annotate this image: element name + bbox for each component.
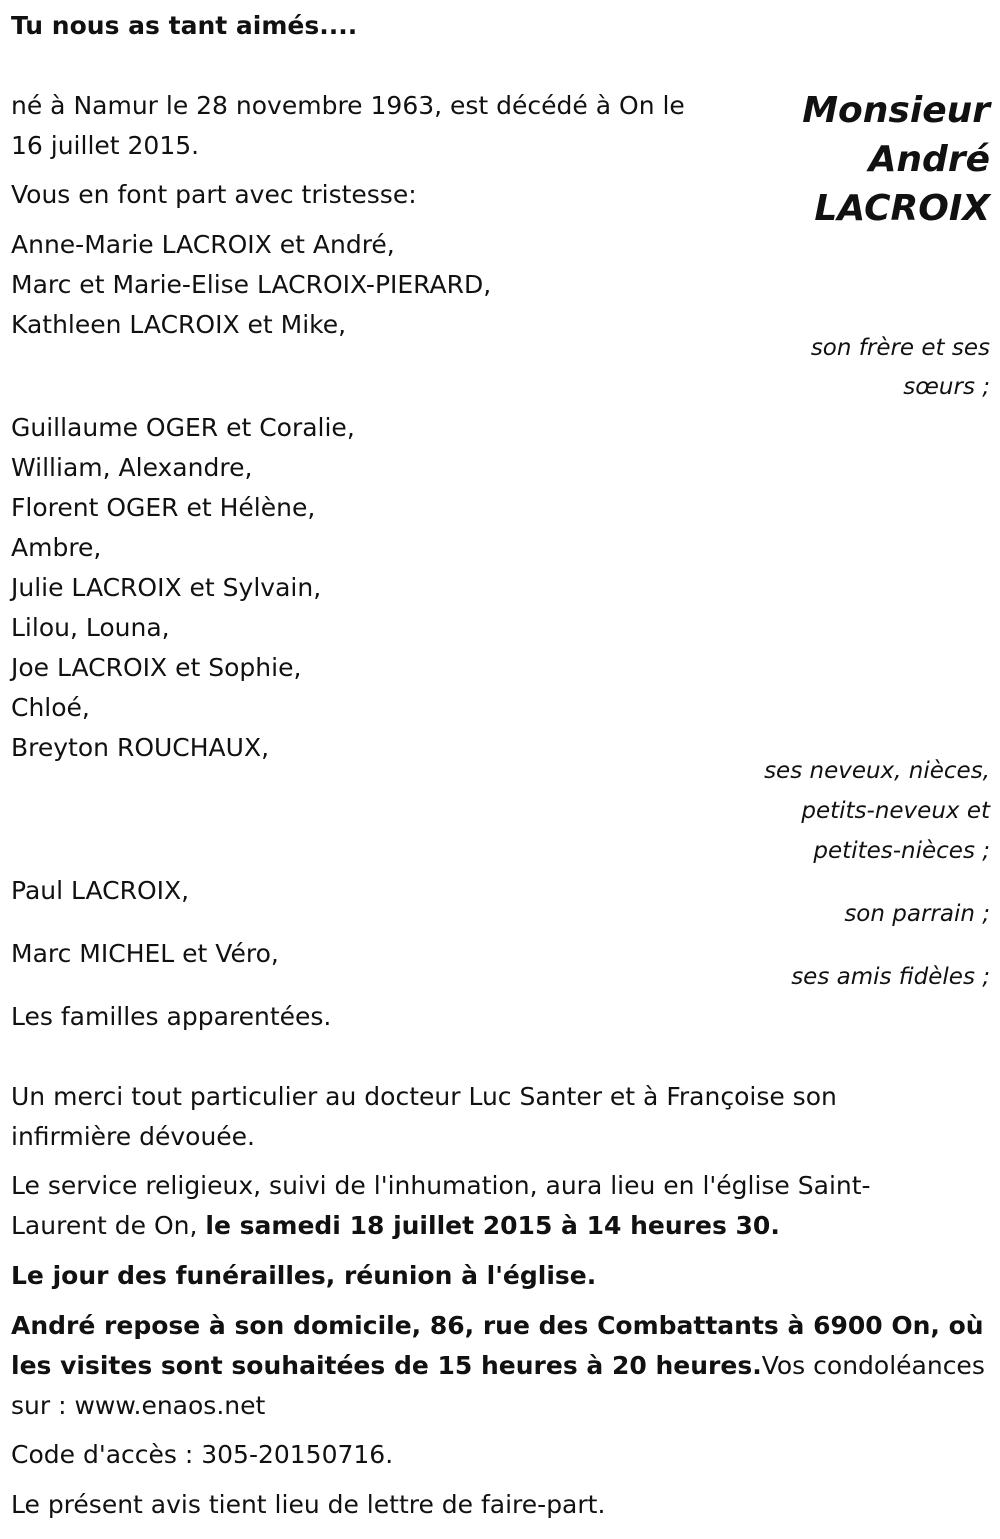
nephew-entry: Lilou, Louna, — [11, 613, 170, 642]
service-line-2 — [11, 1206, 780, 1246]
godfather-relation: son parrain ; — [844, 901, 990, 927]
nephew-entry: Florent OGER et Hélène, — [11, 493, 316, 522]
access-code: Code d'accès : 305-20150716. — [11, 1440, 394, 1469]
sibling-entry: Anne-Marie LACROIX et André, — [11, 230, 395, 259]
announce-text: Vous en font part avec tristesse: — [11, 180, 417, 209]
birth-line-2: 16 juillet 2015. — [11, 131, 200, 160]
deceased-last-name: LACROIX — [814, 188, 990, 229]
friends-relation: ses amis fidèles ; — [791, 964, 990, 990]
condolences-label: Vos condoléances — [761, 1351, 985, 1380]
closing-text: Le présent avis tient lieu de lettre de faire-part. — [11, 1490, 606, 1519]
nephew-entry: Breyton ROUCHAUX, — [11, 733, 270, 762]
birth-line-1: né à Namur le 28 novembre 1963, est décédé à On le — [11, 91, 685, 120]
nephew-entry: Ambre, — [11, 533, 102, 562]
nephews-relation-line: petites-nièces ; — [813, 838, 990, 864]
service-date-time: le samedi 18 juillet 2015 à 14 heures 30. — [205, 1211, 780, 1240]
nephew-entry: Guillaume OGER et Coralie, — [11, 413, 355, 442]
service-place: Laurent de On, — [11, 1211, 206, 1240]
deceased-title: Monsieur — [802, 90, 990, 131]
siblings-relation-line: son frère et ses — [810, 335, 990, 361]
service-line-1: Le service religieux, suivi de l'inhumation, aura lieu en l'église Saint- — [11, 1171, 871, 1200]
visit-hours: les visites sont souhaitées de 15 heures à 20 heures. — [11, 1351, 762, 1380]
repose-line-2 — [11, 1346, 985, 1386]
nephew-entry: Chloé, — [11, 693, 90, 722]
nephews-relation-line: ses neveux, nièces, — [764, 758, 990, 784]
siblings-relation-line: sœurs ; — [903, 374, 990, 400]
sibling-entry: Kathleen LACROIX et Mike, — [11, 310, 347, 339]
nephew-entry: Julie LACROIX et Sylvain, — [11, 573, 322, 602]
families-text: Les familles apparentées. — [11, 1002, 332, 1031]
condolences-website: sur : www.enaos.net — [11, 1391, 266, 1420]
nephews-relation-line: petits-neveux et — [801, 798, 990, 824]
meeting-text: Le jour des funérailles, réunion à l'église. — [11, 1261, 597, 1290]
thanks-line-2: infirmière dévouée. — [11, 1122, 256, 1151]
sibling-entry: Marc et Marie-Elise LACROIX-PIERARD, — [11, 270, 492, 299]
friends-entry: Marc MICHEL et Véro, — [11, 939, 279, 968]
godfather-entry: Paul LACROIX, — [11, 876, 190, 905]
thanks-line-1: Un merci tout particulier au docteur Luc Santer et à Françoise son — [11, 1082, 837, 1111]
deceased-first-name: André — [868, 139, 990, 180]
nephew-entry: William, Alexandre, — [11, 453, 253, 482]
header-text: Tu nous as tant aimés.... — [11, 11, 358, 40]
repose-line-1: André repose à son domicile, 86, rue des Combattants à 6900 On, où — [11, 1311, 984, 1340]
nephew-entry: Joe LACROIX et Sophie, — [11, 653, 302, 682]
deceased-name — [802, 86, 990, 233]
